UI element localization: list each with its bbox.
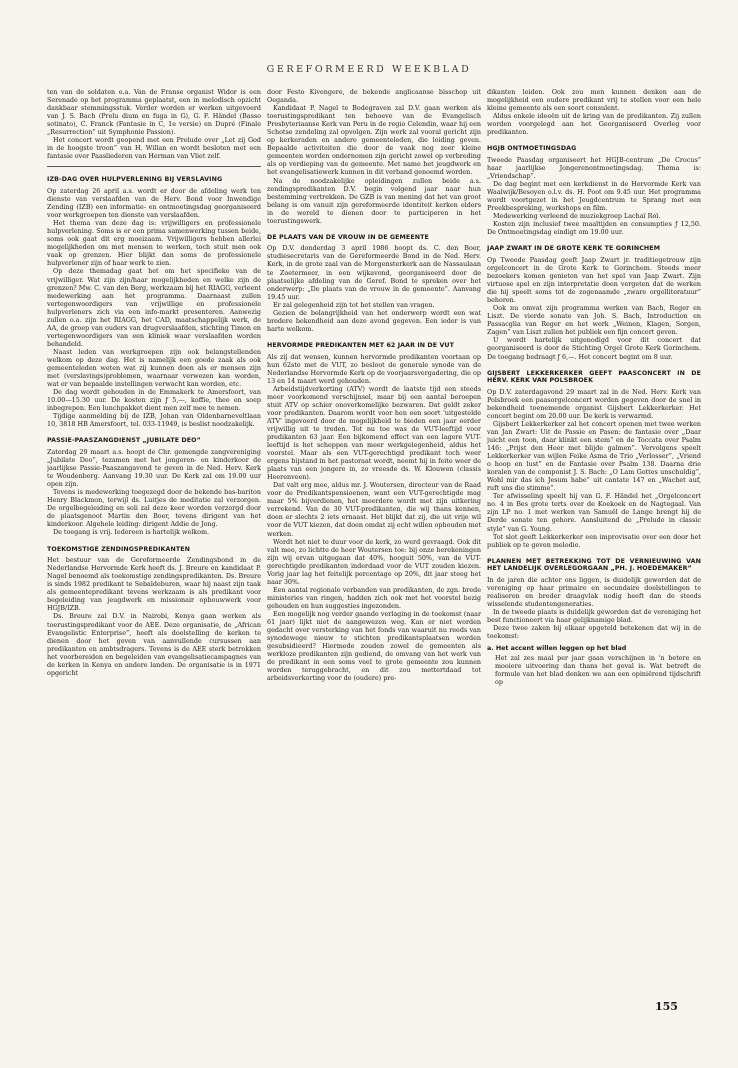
column-2 [267, 88, 481, 1018]
paragraph: dikanten leiden. Ook zou men kunnen denken aan de mogelijkheid een oudere predikant vrij te stellen voor een hele kleine gemeente als een soort consulent. [487, 88, 701, 113]
section-heading: JAAP ZWART IN DE GROTE KERK TE GORINCHEM [487, 245, 661, 253]
column-3 [487, 88, 701, 1018]
paragraph: Ter afwisseling speelt hij van G. F. Händel het „Orgelconcert no. 4 in Bes grote terts over de Koekoek en de Nagtegaal. Van zijn LP no. 1 met werken van Samuël de Lange brengt hij de Derde sonate ten gehore. Aansluitend de „Prelude in classic style” van G. Young. [487, 492, 701, 533]
paragraph: De dag wordt gehouden in de Emmakerk te Amersfoort, van 10.00—15.30 uur. De kosten zijn ƒ 5,—, koffie, thee en soep inbegrepen. Een lunchpakket dient men zelf mee te nemen. [47, 388, 261, 413]
section-heading: HGJB ONTMOETINGSDAG [487, 145, 577, 153]
paragraph: Het thema van deze dag is: vrijwilligers en professionele hulpverlening. Soms is er een prima samenwerking tussen beide, soms ook gaat dit erg moeizaam. Vrijwilligers hebben allerlei mogelijkheden om met mensen te werken, toch stuit men ook vaak op grenzen. Hier blijkt dan soms de professionele hulpverlener zijn of haar werk te zien. [47, 219, 261, 268]
paragraph: Gijsbert Lekkerkerker zal het concert openen met twee werken van Jan Zwart: Uit de Passie en Pasen: de fantasie over „Daar juicht een toon, daar klinkt een stem” en de Toccata over Psalm 146: „Prijst den Heer met blijde galmen”. Vervolgens speelt Lekkerkerker van wijlen Feike Asma de Trio „Verlosser”, „Vriend o hoop en lust” en de Fantasie over Psalm 138. Daarna drie koralen van de componist J. S. Bach: „O Lam Gottes unschuldig”, Wohl mir das ich Jesum habe” uit cantate 147 en „Wachet auf, ruft uns die stimme”. [487, 419, 701, 493]
paragraph: Kosten zijn inclusief twee maaltijden en consumpties ƒ 12,50. De Ontmoetingsdag eindigt om 19.00 uur. [487, 220, 701, 237]
section-heading: IZB-DAG OVER HULPVERLENING BIJ VERSLAVING [47, 176, 223, 184]
paragraph: Arbeidstijdverkorting (ATV) wordt de laatste tijd een steeds meer voorkomend verschijnsel, maar bij een aantal beroepen stuit ATV op schier onoverkomelijke bezwaren. Dat geldt zeker voor predikanten. Daarom wordt voor hen een soort 'uitgestelde ATV' ingevoerd door de mogelijkheid te bieden een jaar eerder vrijwillig uit te treden. Tot nu toe was de VUT-leeftijd voor predikanten 63 jaar. Een bijkomend effect van een lagere VUT-leeftijd is het scheppen van meer werkgelegenheid, aldus het voorstel. Maar als een VUT-gerechtigd predikant toch weer ergens bijstand in het pastoraat wordt, neemt hij in feite weer de plaats van een jongere in, zo vreesde ds. W. Klouwen (classis Heerenveen). [267, 384, 481, 482]
paragraph: Tweede Paasdag organiseert het HGJB-centrum „De Crocus” haar jaarlijkse Jongerenontmoetingsdag. Thema is: „Vriendschap”. [487, 155, 701, 180]
paragraph: Tot slot geeft Lekkerkerker een improvisatie over een door het publiek op te geven melodie. [487, 532, 701, 549]
paragraph: U wordt hartelijk uitgenodigd voor dit concert dat georganiseerd is door de Stichting Orgel Grote Kerk Gorinchem. De toegang bedraagt ƒ 6,—. Het concert begint om 8 uur. [487, 336, 701, 361]
paragraph: Gezien de belangrijkheid van het onderwerp wordt een wat bredere bekendheid aan deze avond gegeven. Een ieder is van harte welkom. [267, 308, 481, 333]
paragraph: In de tweede plaats is duidelijk geworden dat de vereniging het best functioneert via haar gelijknamige blad. [487, 608, 701, 625]
section-divider [47, 166, 261, 167]
list-item-heading: a. Het accent willen leggen op het blad [487, 645, 627, 653]
paragraph: Er zal gelegenheid zijn tot het stellen van vragen. [273, 300, 435, 309]
paragraph: Tijdige aanmelding bij de IZB, Johan van Oldenbarneveltlaan 10, 3818 HB Amersfoort, tel. 033-11949, is beslist noodzakelijk. [47, 412, 261, 429]
section-heading: DE PLAATS VAN DE VROUW IN DE GEMEENTE [267, 233, 429, 241]
column-1 [47, 88, 261, 1018]
list-item-text: Het zal zes maal per jaar gaan verschijnen in 'n betere en mooiere uitvoering dan thans het geval is. Wat betreft de formule van het blad denken we aan een opiniërend tijdschrift op [495, 654, 701, 687]
paragraph: Aldus enkele ideeën uit de kring van de predikanten. Zij zullen worden voorgelegd aan het Georganiseerd Overleg voor predikanten. [487, 112, 701, 137]
paragraph: Dat valt erg mee, aldus mr. J. Woutersen, directeur van de Raad voor de Predikantspensioenen, want een VUT-gerechtigde mag maar 5% bijverdienen, het meerdere wordt met zijn uitkering verrekend. Van de 30 VUT-predikanten, die wij thans kennen, doen er slechts 2 iets ernaast. Het blijkt dat zij, die uit vrije wil voor de VUT kiezen, dat doen omdat zij echt willen ophouden met werken. [267, 481, 481, 538]
paragraph: Ds. Breure zal D.V. in Nairobi, Kenya gaan werken als toerustingspredikant voor de AEE. Deze organisatie, de „African Evangelistic Enterprise”, heeft als doelstelling de kerken te dienen door het geven van aanvullende cursussen aan predikanten en ambtsdragers. Tevens is de AEE sterk betrokken het voorbereiden en begeleiden van evangelisatiecampagnes van de kerken in Kenya en andere landen. De organisatie is in 1971 opgericht [47, 612, 261, 677]
paragraph: Het bestuur van de Gereformeerde Zendingsbond in de Nederlandse Hervormde Kerk heeft ds. J. Breure en kandidaat P. Nagel benoemd als toekomstige zendingspredikanten. Ds. Breure is sinds 1982 predikant te Sebaldeburen, waar hij naast zijn taak als gemeentepredikant tevens werkzaam is als predikant voor begeleiding van jeugdwerk en missionair opbouwwerk voor HGJB/IZB. [47, 556, 261, 613]
section-heading: TOEKOMSTIGE ZENDINGSPREDIKANTEN [47, 545, 191, 553]
paragraph: Op zaterdag 26 april a.s. wordt er door de afdeling werk ten dienste van verslaafden van de Herv. Bond voor Inwendige Zending (IZB) een informatie- en ontmoetingsdag georganiseerd voor werkgroepen ten dienste van verslaafden. [47, 187, 261, 220]
paragraph: Op D.V. donderdag 3 april 1986 hoopt ds. C. den Boer, studiesecretaris van de Gereformeerde Bond in de Ned. Herv. Kerk, in de grote zaal van de Morgensterkerk aan de Nassaulaan te Zoetermeer, in een wijkavond, georganiseerd door de plaatselijke afdeling van de Geref. Bond te spreken over het onderwerp: „De plaats van de vrouw in de gemeente”. Aanvang 19.45 uur. [267, 244, 481, 301]
paragraph: Op Tweede Paasdag geeft Jaap Zwart jr. traditiegetrouw zijn orgelconcert in de Grote Kerk te Gorinchem. Steeds meer bezoekers komen genieten van het spel van Jaap Zwart. Zijn virtuose spel en zijn interpretatie doen vergeten dat de werken die hij speelt soms tot de zogenaamde „zware orgelliteratuur” behoren. [487, 255, 701, 305]
paragraph: Zaterdag 29 maart a.s. hoopt de Chr. gemengde zangvereniging „Jubilate Deo”, tezamen met het jongeren- en kinderkoor de jaarlijkse Passie-Paaszangavond te geven in de Ned. Herv. Kerk te Woudenberg. Aanvang 19.30 uur. De Kerk zal om 19.00 uur open zijn. [47, 448, 261, 489]
paragraph: Als zij dat wensen, kunnen hervormde predikanten voortaan op hun 62ste met de VUT, zo besloot de generale synode van de Nederlandse Hervormde Kerk op de voorjaarsvergadering, die op 13 en 14 maart werd gehouden. [267, 352, 481, 385]
paragraph: Tevens is medewerking toegezegd door de bekende bas-bariton Henry Blackmon, terwijl ds. Luitjes de meditatie zal verzorgen. De orgelbegeleiding en soli zal deze keer worden verzorgd door de plaatsgenoot Martin den Boer, tevens dirigent van het kinderkoor. Algehele leiding: dirigent Addie de Jong. [47, 488, 261, 529]
section-heading: PLANNEN MET BETREKKING TOT DE VERNIEUWING VAN HET LANDELIJK OVERLEGORGAAN „PH. J. HOEDEMAKER” [487, 557, 701, 573]
paragraph: Een mogelijk nog verder gaande verlaging in de toekomst (naar 61 jaar) lijkt niet de aangewezen weg. Kan er niet worden gedacht over versterking van het fonds van waaruit nu reeds van synodewege nieuw te stichten predikantsplaatsen worden gesubsidieerd? Hiermede zouden zowel de gemeenten als werkloze predikanten zijn gediend, de omvang van het werk van de predikant in een soms veel te grote gemeente zou kunnen worden teruggebracht, en dit zou mettertdaad tot arbeidsverkorting voor de (oudere) pre- [267, 610, 481, 683]
paragraph: De toegang is vrij. Iedereen is hartelijk welkom. [53, 528, 210, 537]
page-number: 155 [655, 1000, 678, 1013]
paragraph: Wordt het niet te duur voor de kerk, zo werd gevraagd. Ook dit valt mee, zo lichtte de heer Woutersen toe: bij onze berekeningen zijn wij ervan uitgegaan dat 40%, hooguit 50%, van de VUT-gerechtigde predikanten inderdaad voor de VUT zouden kiezen. Vorig jaar lag het feitelijk percentage op 20%, dit jaar steeg het naar 30%. [267, 537, 481, 586]
paragraph: Ook nu omvat zijn programma werken van Bach, Reger en Liszt. De vierde sonate van Joh. S. Bach, Introduction en Passacglia van Reger en het werk „Weinen, Klagen, Sorgen, Zagen” van Liszt zullen het publiek een fijn concert geven. [487, 304, 701, 337]
section-heading: GIJSBERT LEKKERKERKER GEEFT PAASCONCERT IN DE HERV. KERK VAN POLSBROEK [487, 369, 701, 385]
paragraph: Kandidaat P. Nagel te Bodegraven zal D.V. gaan werken als toerustingspredikant ten behoeve van de Evangelisch Presbyteriaanse Kerk van Peru in de regio Celendin, waar hij een Schotse zendeling zal opvolgen. Zijn werk zal vooral gericht zijn op kerkeraden en andere gemeenteleden, die leiding geven. Bepaalde activiteiten die door de vaak nog zeer kleine gemeenten worden ondernomen zijn gericht zowel op verbreding als op verdieping van de gemeente. Met name het jeugdwerk en het evangelisatiewerk kunnen in dit verband genoemd worden. [267, 104, 481, 177]
paragraph: ten van de soldaten e.a. Van de Franse organist Widor is een Serenade op het programma geplaatst, een in melodisch opzicht dankbaar stemmingsstuk. Verder worden er werken uitgevoerd van J. S. Bach (Prelu dium en fuga in G), G. F. Händel (Basso sotinato), C. Franck (Fantasie in C, 1e versie) en Dupré (Finale „Resurrection” uit Symphonie Passion). [47, 88, 261, 137]
paragraph: Deze twee zaken bij elkaar opgeteld betekenen dat wij in de toekomst: [487, 624, 701, 641]
section-heading: HERVORMDE PREDIKANTEN MET 62 JAAR IN DE VUT [267, 341, 455, 349]
paragraph: door Festo Kivengere, de bekende anglicaanse bisschop uit Oeganda. [267, 88, 481, 105]
paragraph: De dag begint met een kerkdienst in de Hervormde Kerk van Waalwijk/Besoyen o.l.v. ds. H. Poot om 9.45 uur. Het programma wordt voortgezet in het Jeugdcentrum te Sprang met een Preekbespreking, workshops en film. [487, 180, 701, 213]
running-header: GEREFORMEERD WEEKBLAD [266, 64, 472, 75]
paragraph: Op deze themadag gaat het om het specifieke van de vrijwilliger. Wat zijn zijn/haar mogelijkheden en welke zijn de grenzen? Mw. C. van den Berg, werkzaam bij het RIAGG, verleent medewerking aan het programma. Daarnaast zullen vertegenwoordigers van vrijwillige en professionele hulpverleners zich via een info-markt presenteren. Aanwezig zullen o.a. zijn het RIAGG, het CAD, maatschappelijk werk, de AA, de groep van ouders van drugverslaafden, stichting Timon en vertegenwoordigers van een kliniek waar verslaafden worden behandeld. [47, 267, 261, 348]
paragraph: In de jaren die achter ons liggen, is duidelijk geworden dat de vereniging op haar primaire en secundaire doelstellingen te realiseren en breder draagvlak nodig heeft dan de steeds wisselende studentengeneraties. [487, 575, 701, 608]
paragraph: Op D.V. zaterdagavond 29 maart zal in de Ned. Herv. Kerk van Polsbroek een paasorgelconcert worden gegeven door de snel in bekendheid toenemende organist Gijsbert Lekkerkerker. Het concert begint om 20.00 uur. De kerk is verwarmd. [487, 387, 701, 420]
paragraph: Een aantal regionale verbanden van predikanten, de zgn. brede ministeries van ringen, hadden zich ook met het voorstel bezig gehouden en hun suggesties ingezonden. [267, 585, 481, 610]
paragraph: Na de noodzakelijke opleidingen zullen beide a.s. zendingspredikanten D.V. begin volgend jaar naar hun bestemming vertrekken. De GZB is van mening dat het van groot belang is om vanuit zijn gereformeerde identiteit kerken elders in de wereld te dienen door te participeren in het toerustingswerk. [267, 176, 481, 225]
paragraph: Het concert wordt geopend met een Prelude over „Let zij God in de hoogste troon” van H. Willan en wordt besloten met een fantasie over Paasliederen van Herman van Vliet zelf. [47, 136, 261, 161]
paragraph: Medewerking verleend de muziekgroep Lachaï Roï. [493, 212, 661, 221]
paragraph: Naast leden van werkgroepen zijn ook belangstellenden welkom op deze dag. Het is namelijk een goede zaak als ook gemeenteleden weten wat zij kunnen doen als er mensen zijn met (verslavings)problemen, waarnaar verwezen kan worden, wat er van bepaalde instellingen verwacht kan worden, etc. [47, 347, 261, 389]
section-heading: PASSIE-PAASZANGDIENST „JUBILATE DEO” [47, 437, 201, 445]
